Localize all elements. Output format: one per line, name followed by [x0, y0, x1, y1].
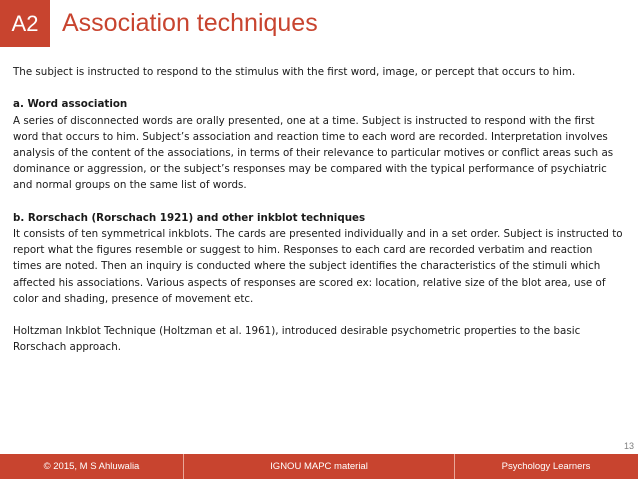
section-a-line: word that occurs to him. Subject’s association and reaction time to each word are recorded. Interpretation involves — [13, 130, 608, 143]
page-number: 13 — [623, 441, 634, 451]
section-b-line: color and shading, presence of movement etc. — [13, 292, 254, 305]
section-b-line: times are noted. Then an inquiry is conducted where the subject identifies the characteristics of the stimuli which — [13, 260, 601, 273]
footer-source: IGNOU MAPC material — [183, 454, 455, 479]
slide-title: Association techniques — [62, 9, 318, 37]
footer-publisher: Psychology Learners — [501, 461, 591, 472]
slide-footer — [0, 454, 638, 479]
section-a-line: dominance or aggression, or the subject’s responses may be compared with the typical performance of psychiatric — [13, 163, 607, 176]
intro-paragraph: The subject is instructed to respond to the stimulus with the first word, image, or percept that occurs to him. — [13, 66, 576, 78]
slide-header — [0, 0, 638, 47]
section-b-line: It consists of ten symmetrical inkblots. The cards are presented individually and in a set order. Subject is instructed to — [13, 228, 623, 240]
section-a-heading: a. Word association — [13, 98, 128, 111]
slide-body — [13, 64, 625, 356]
section-b-line: report what the figures resemble or suggest to him. Responses to each card are recorded verbatim and reaction — [13, 244, 593, 257]
holtzman-line: Holtzman Inkblot Technique (Holtzman et al. 1961), introduced desirable psychometric properties to the basic — [13, 325, 581, 338]
section-a-line: A series of disconnected words are orally presented, one at a time. Subject is instructed to respond with the first — [13, 114, 595, 127]
section-b-line: affected his associations. Various aspects of responses are scored ex: location, relative size of the blot area, use of — [13, 276, 606, 289]
section-b-heading: b. Rorschach (Rorschach 1921) and other inkblot techniques — [13, 211, 366, 224]
holtzman-line: Rorschach approach. — [13, 341, 122, 354]
footer-copyright: © 2015, M S Ahluwalia — [43, 461, 140, 472]
slide-id-badge: A2 — [0, 0, 50, 47]
section-a-line: and normal groups on the same list of words. — [13, 179, 247, 192]
section-a-line: analysis of the content of the associations, in terms of their relevance to particular motives or conflict areas such as — [13, 147, 614, 159]
